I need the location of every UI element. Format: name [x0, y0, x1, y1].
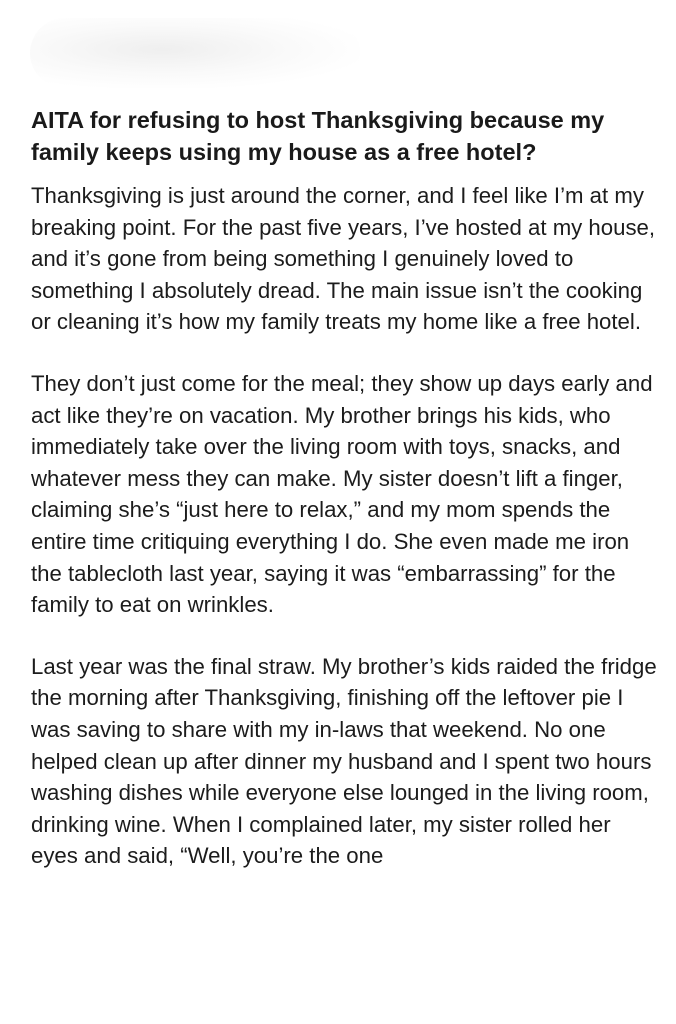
post-paragraph-2: They don’t just come for the meal; they show up days early and act like they’re on vacation. My brother brings his kids, who immediately take over the living room with toys, snacks, and whatever mess they can make. My sister doesn’t lift a finger, claiming she’s “just here to relax,” and my mom spends the entire time critiquing everything I do. She even made me iron the tablecloth last year, saying it was “embarrassing” for the family to eat on wrinkles.: [31, 370, 653, 618]
post-paragraph-3: Last year was the final straw. My brother’s kids raided the fridge the morning after Thanksgiving, finishing off the leftover pie I was saving to share with my in-laws that weekend. No one helped clean up after dinner my husband and I spent two hours washing dishes while everyone else lounged in the living room, drinking wine. When I complained later, my sister rolled her eyes and said, “Well, you’re the one: [31, 653, 657, 869]
post-paragraph-1: Thanksgiving is just around the corner, and I feel like I’m at my breaking point. For the past five years, I’ve hosted at my house, and it’s gone from being something I genuinely loved to something I absolutely dread. The main issue isn’t the cooking or cleaning it’s how my family treats my home like a free hotel.: [31, 183, 656, 335]
post-body: [31, 180, 659, 872]
post-title: AITA for refusing to host Thanksgiving because my family keeps using my house as a free hotel?: [31, 107, 605, 165]
blurred-header: [30, 18, 360, 88]
post: [31, 104, 659, 902]
